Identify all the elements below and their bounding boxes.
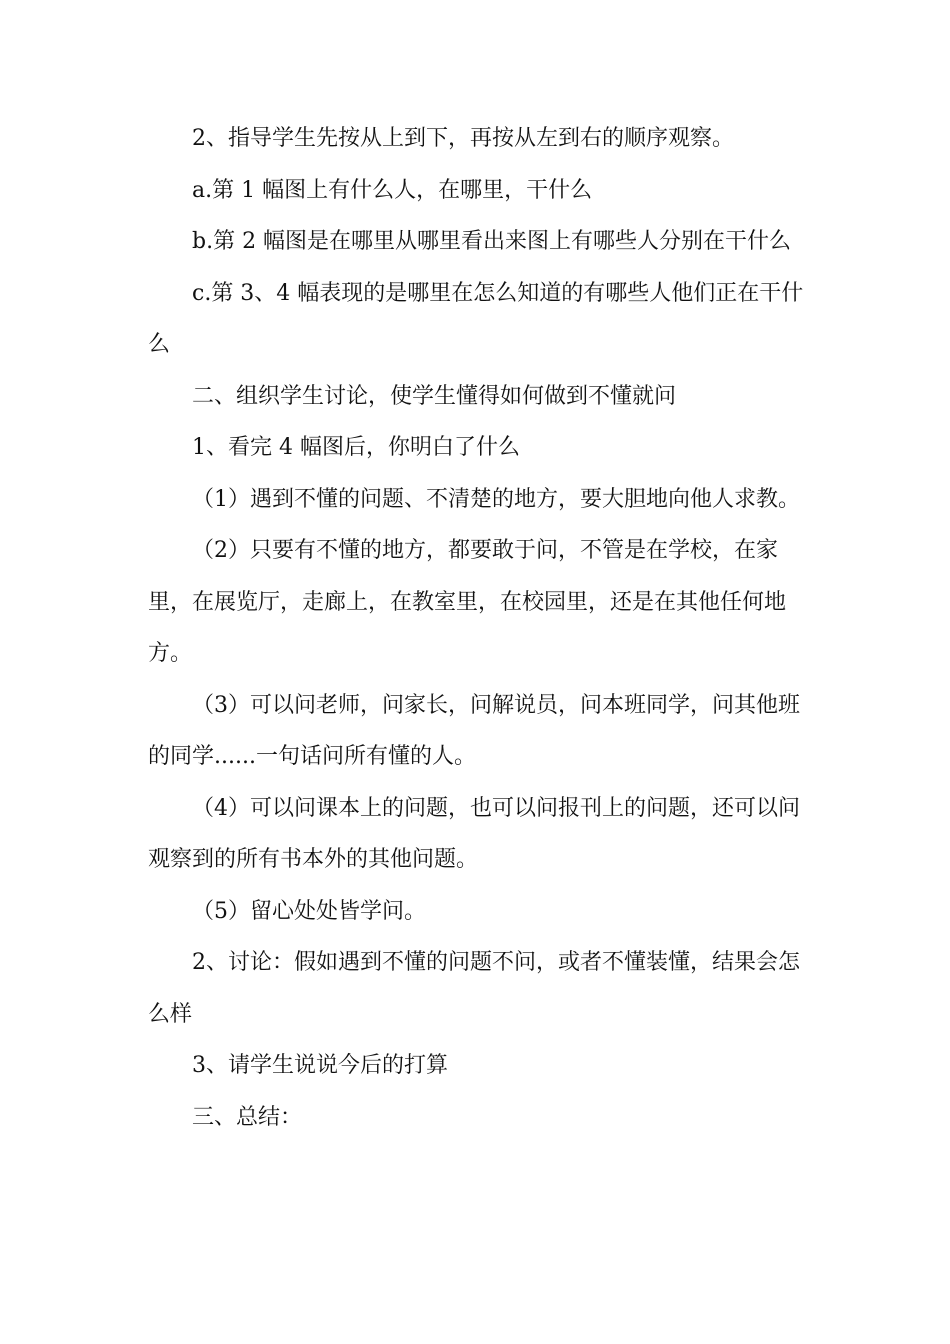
paragraph-picture-2: b.第 2 幅图是在哪里从哪里看出来图上有哪些人分别在干什么	[192, 229, 792, 254]
list-item-1: （1）遇到不懂的问题、不清楚的地方，要大胆地向他人求教。	[192, 486, 800, 512]
paragraph-discussion-question: 2、讨论：假如遇到不懂的问题不问，或者不懂装懂，结果会怎么样	[148, 950, 800, 1027]
list-item-2: （2）只要有不懂的地方，都要敢于问，不管是在学校，在家里，在展览厅，走廊上，在教室里，在校园里，还是在其他任何地方。	[148, 538, 787, 666]
section-heading-summary: 三、总结：	[192, 1104, 303, 1130]
paragraph-picture-3-4: c.第 3、4 幅表现的是哪里在怎么知道的有哪些人他们正在干什么	[148, 280, 804, 357]
list-item-5: （5）留心处处皆学问。	[192, 898, 426, 924]
section-heading-discussion: 二、组织学生讨论，使学生懂得如何做到不懂就问	[192, 383, 677, 409]
list-item-3: （3）可以问老师，问家长，问解说员，问本班同学，问其他班的同学......一句话问所有懂的人。	[148, 692, 800, 769]
list-item-4: （4）可以问课本上的问题，也可以问报刊上的问题，还可以问观察到的所有书本外的其他问题。	[148, 795, 800, 872]
paragraph-picture-1: a.第 1 幅图上有什么人，在哪里，干什么	[192, 177, 593, 203]
paragraph-future-plans: 3、请学生说说今后的打算	[192, 1053, 448, 1078]
document-body	[148, 113, 808, 1143]
paragraph-what-learned: 1、看完 4 幅图后，你明白了什么	[192, 435, 520, 460]
paragraph-observe-order: 2、指导学生先按从上到下，再按从左到右的顺序观察。	[192, 126, 734, 151]
